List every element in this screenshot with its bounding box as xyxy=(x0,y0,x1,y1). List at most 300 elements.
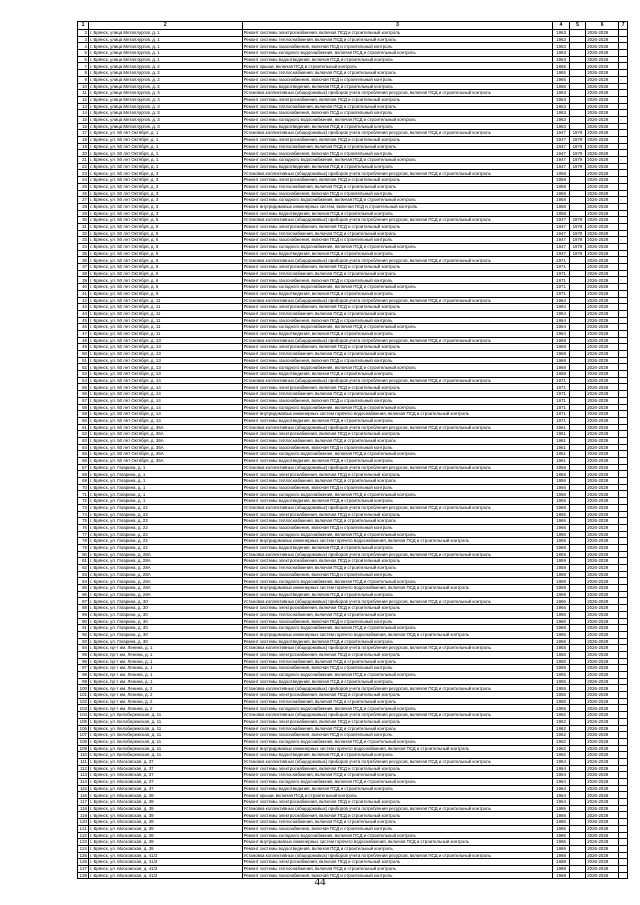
work-type-cell: Ремонт системы газоснабжения, включая ПСД и строительный контроль xyxy=(242,825,553,832)
work-type-cell: Ремонт системы водоотведения, включая ПСД и строительный контроль xyxy=(242,678,553,685)
work-type-cell: Ремонт внутридомовых инженерных систем, включая ПСД и строительный контроль xyxy=(242,203,553,210)
year-built-cell: 1959 xyxy=(553,591,569,598)
note-cell xyxy=(619,752,628,759)
year-built-cell: 1971 xyxy=(553,397,569,404)
year-built-cell: 1968 xyxy=(553,344,569,351)
address-cell: г. Брянск, улица Металлургов, д. 1 xyxy=(88,30,242,37)
row-number: 44 xyxy=(78,310,89,317)
year-built-cell: 1962 xyxy=(553,712,569,719)
period-cell: 2026-2028 xyxy=(586,839,619,846)
address-cell: г. Брянск, ул. 50 лет Октября, д. 14 xyxy=(88,377,242,384)
year-rebuilt-cell xyxy=(569,471,585,478)
address-cell: г. Брянск, ул. Гагарина, д. 30 xyxy=(88,605,242,612)
table-row xyxy=(78,210,628,217)
row-number: 81 xyxy=(78,558,89,565)
address-cell: г. Брянск, улица Металлургов, д. 3 xyxy=(88,123,242,130)
note-cell xyxy=(619,451,628,458)
note-cell xyxy=(619,203,628,210)
note-cell xyxy=(619,431,628,438)
table-row xyxy=(78,511,628,518)
period-cell: 2026-2028 xyxy=(586,531,619,538)
period-cell: 2026-2028 xyxy=(586,210,619,217)
work-type-cell: Ремонт системы газоснабжения, включая ПСД и строительный контроль xyxy=(242,110,553,117)
table-row xyxy=(78,772,628,779)
period-cell: 2026-2028 xyxy=(586,137,619,144)
year-built-cell: 1963 xyxy=(553,103,569,110)
work-type-cell: Ремонт системы водоотведения, включая ПСД и строительный контроль xyxy=(242,752,553,759)
row-number: 121 xyxy=(78,825,89,832)
year-built-cell: 1955 xyxy=(553,698,569,705)
note-cell xyxy=(619,190,628,197)
work-type-cell: Ремонт крыши, включая ПСД и строительный контроль xyxy=(242,63,553,70)
table-row xyxy=(78,237,628,244)
year-rebuilt-cell xyxy=(569,692,585,699)
note-cell xyxy=(619,524,628,531)
note-cell xyxy=(619,631,628,638)
table-row xyxy=(78,665,628,672)
note-cell xyxy=(619,437,628,444)
row-number: 100 xyxy=(78,685,89,692)
note-cell xyxy=(619,36,628,43)
year-built-cell: 1958 xyxy=(553,203,569,210)
period-cell: 2026-2028 xyxy=(586,785,619,792)
row-number: 120 xyxy=(78,819,89,826)
year-rebuilt-cell xyxy=(569,745,585,752)
year-rebuilt-cell xyxy=(569,377,585,384)
year-rebuilt-cell xyxy=(569,792,585,799)
note-cell xyxy=(619,63,628,70)
row-number: 26 xyxy=(78,190,89,197)
table-row xyxy=(78,591,628,598)
address-cell: г. Брянск, ул. 50 лет Октября, д. 14 xyxy=(88,397,242,404)
year-built-cell: 1966 xyxy=(553,511,569,518)
year-rebuilt-cell xyxy=(569,665,585,672)
note-cell xyxy=(619,732,628,739)
year-rebuilt-cell xyxy=(569,558,585,565)
year-built-cell: 1962 xyxy=(553,752,569,759)
note-cell xyxy=(619,625,628,632)
year-rebuilt-cell xyxy=(569,110,585,117)
period-cell: 2026-2028 xyxy=(586,76,619,83)
row-number: 35 xyxy=(78,250,89,257)
row-number: 22 xyxy=(78,163,89,170)
table-row xyxy=(78,585,628,592)
year-built-cell: 1986 xyxy=(553,825,569,832)
period-cell: 2026-2028 xyxy=(586,819,619,826)
note-cell xyxy=(619,157,628,164)
year-built-cell: 1971 xyxy=(553,264,569,271)
table-row xyxy=(78,371,628,378)
work-type-cell: Ремонт системы газоснабжения, включая ПСД и строительный контроль xyxy=(242,571,553,578)
address-cell: г. Брянск, ул. Гагарина, д. 1 xyxy=(88,464,242,471)
note-cell xyxy=(619,571,628,578)
table-row xyxy=(78,565,628,572)
year-rebuilt-cell xyxy=(569,631,585,638)
period-cell: 2026-2028 xyxy=(586,371,619,378)
work-type-cell: Ремонт системы холодного водоснабжения, включая ПСД и строительный контроль xyxy=(242,451,553,458)
address-cell: г. Брянск, ул. 50 лет Октября, д. 5 xyxy=(88,237,242,244)
year-rebuilt-cell: 1978 xyxy=(569,244,585,251)
row-number: 40 xyxy=(78,284,89,291)
address-cell: г. Брянск, ул. 50 лет Октября, д. 3 xyxy=(88,210,242,217)
work-type-cell: Ремонт системы теплоснабжения, включая ПСД и строительный контроль xyxy=(242,565,553,572)
work-type-cell: Ремонт внутридомовых инженерных систем горячего водоснабжения, включая ПСД и строительный контроль xyxy=(242,839,553,846)
address-cell: г. Брянск, ул. Московская, д. 41/2 xyxy=(88,872,242,879)
address-cell: г. Брянск, ул. Белобережская, д. 11 xyxy=(88,725,242,732)
year-rebuilt-cell xyxy=(569,437,585,444)
year-built-cell: 1961 xyxy=(553,451,569,458)
year-rebuilt-cell xyxy=(569,845,585,852)
period-cell: 2026-2028 xyxy=(586,698,619,705)
year-rebuilt-cell: 1979 xyxy=(569,130,585,137)
work-type-cell: Установка коллективных (общедомовых) приборов учета потребления ресурсов, включая ПСД и строительный контроль xyxy=(242,337,553,344)
period-cell: 2026-2028 xyxy=(586,116,619,123)
period-cell: 2026-2028 xyxy=(586,772,619,779)
note-cell xyxy=(619,585,628,592)
row-number: 68 xyxy=(78,471,89,478)
year-built-cell: 1947 xyxy=(553,244,569,251)
address-cell: г. Брянск, ул. 50 лет Октября, д. 5 xyxy=(88,250,242,257)
note-cell xyxy=(619,464,628,471)
row-number: 14 xyxy=(78,110,89,117)
table-row xyxy=(78,351,628,358)
note-cell xyxy=(619,698,628,705)
address-cell: г. Брянск, ул. Московская, д. 39 xyxy=(88,799,242,806)
table-row xyxy=(78,578,628,585)
table-row xyxy=(78,150,628,157)
year-rebuilt-cell xyxy=(569,123,585,130)
row-number: 64 xyxy=(78,444,89,451)
note-cell xyxy=(619,765,628,772)
period-cell: 2026-2028 xyxy=(586,304,619,311)
table-row xyxy=(78,116,628,123)
year-built-cell: 1962 xyxy=(553,732,569,739)
table-row xyxy=(78,544,628,551)
year-built-cell: 1963 xyxy=(553,123,569,130)
note-cell xyxy=(619,665,628,672)
year-built-cell: 1947 xyxy=(553,163,569,170)
table-row xyxy=(78,411,628,418)
row-number: 114 xyxy=(78,779,89,786)
period-cell: 2026-2028 xyxy=(586,638,619,645)
note-cell xyxy=(619,143,628,150)
table-row xyxy=(78,758,628,765)
year-built-cell: 1966 xyxy=(553,631,569,638)
work-type-cell: Ремонт системы водоотведения, включая ПСД и строительный контроль xyxy=(242,123,553,130)
table-row xyxy=(78,90,628,97)
address-cell: г. Брянск, ул. Гагарина, д. 30 xyxy=(88,625,242,632)
address-cell: г. Брянск, ул. 50 лет Октября, д. 11 xyxy=(88,304,242,311)
address-cell: г. Брянск, ул. Гагарина, д. 1 xyxy=(88,484,242,491)
note-cell xyxy=(619,244,628,251)
year-rebuilt-cell xyxy=(569,511,585,518)
row-number: 80 xyxy=(78,551,89,558)
year-built-cell: 1968 xyxy=(553,351,569,358)
year-built-cell: 1947 xyxy=(553,250,569,257)
year-rebuilt-cell xyxy=(569,344,585,351)
table-row xyxy=(78,819,628,826)
note-cell xyxy=(619,544,628,551)
note-cell xyxy=(619,712,628,719)
year-rebuilt-cell xyxy=(569,364,585,371)
note-cell xyxy=(619,223,628,230)
table-row xyxy=(78,518,628,525)
note-cell xyxy=(619,364,628,371)
row-number: 18 xyxy=(78,137,89,144)
year-built-cell: 1964 xyxy=(553,799,569,806)
row-number: 115 xyxy=(78,785,89,792)
work-type-cell: Ремонт системы теплоснабжения, включая ПСД и строительный контроль xyxy=(242,772,553,779)
period-cell: 2026-2028 xyxy=(586,812,619,819)
address-cell: г. Брянск, ул. Гагарина, д. 30 xyxy=(88,618,242,625)
year-built-cell: 1963 xyxy=(553,36,569,43)
year-built-cell: 1958 xyxy=(553,170,569,177)
period-cell: 2026-2028 xyxy=(586,150,619,157)
address-cell: г. Брянск, ул. 50 лет Октября, д. 36А xyxy=(88,431,242,438)
work-type-cell: Ремонт системы электроснабжения, включая ПСД и строительный контроль xyxy=(242,605,553,612)
address-cell: г. Брянск, ул. 50 лет Октября, д. 1 xyxy=(88,163,242,170)
work-type-cell: Ремонт системы водоотведения, включая ПСД и строительный контроль xyxy=(242,56,553,63)
work-type-cell: Ремонт системы электроснабжения, включая ПСД и строительный контроль xyxy=(242,344,553,351)
work-type-cell: Ремонт системы теплоснабжения, включая ПСД и строительный контроль xyxy=(242,36,553,43)
address-cell: г. Брянск, ул. Гагарина, д. 22 xyxy=(88,518,242,525)
row-number: 51 xyxy=(78,357,89,364)
note-cell xyxy=(619,357,628,364)
year-rebuilt-cell xyxy=(569,491,585,498)
period-cell: 2026-2028 xyxy=(586,832,619,839)
year-built-cell: 1955 xyxy=(553,685,569,692)
period-cell: 2026-2028 xyxy=(586,244,619,251)
row-number: 105 xyxy=(78,718,89,725)
table-row xyxy=(78,123,628,130)
table-row xyxy=(78,50,628,57)
table-row xyxy=(78,832,628,839)
table-row xyxy=(78,865,628,872)
row-number: 103 xyxy=(78,705,89,712)
note-cell xyxy=(619,491,628,498)
row-number: 118 xyxy=(78,805,89,812)
note-cell xyxy=(619,618,628,625)
work-type-cell: Ремонт системы холодного водоснабжения, включая ПСД и строительный контроль xyxy=(242,491,553,498)
year-rebuilt-cell xyxy=(569,538,585,545)
period-cell: 2026-2028 xyxy=(586,712,619,719)
table-row xyxy=(78,431,628,438)
row-number: 49 xyxy=(78,344,89,351)
note-cell xyxy=(619,391,628,398)
year-built-cell: 1955 xyxy=(553,692,569,699)
row-number: 117 xyxy=(78,799,89,806)
work-type-cell: Ремонт системы газоснабжения, включая ПСД и строительный контроль xyxy=(242,43,553,50)
year-rebuilt-cell xyxy=(569,524,585,531)
year-built-cell: 1958 xyxy=(553,190,569,197)
row-number: 78 xyxy=(78,538,89,545)
year-rebuilt-cell xyxy=(569,417,585,424)
table-row xyxy=(78,163,628,170)
year-rebuilt-cell xyxy=(569,56,585,63)
address-cell: г. Брянск, ул. 50 лет Октября, д. 6 xyxy=(88,284,242,291)
row-number: 99 xyxy=(78,678,89,685)
period-cell: 2026-2028 xyxy=(586,411,619,418)
note-cell xyxy=(619,859,628,866)
address-cell: г. Брянск, ул. 50 лет Октября, д. 36А xyxy=(88,437,242,444)
table-row xyxy=(78,685,628,692)
year-built-cell: 1964 xyxy=(553,758,569,765)
table-row xyxy=(78,698,628,705)
row-number: 109 xyxy=(78,745,89,752)
address-cell: г. Брянск, ул. Гагарина, д. 28А xyxy=(88,565,242,572)
year-rebuilt-cell xyxy=(569,317,585,324)
note-cell xyxy=(619,565,628,572)
year-built-cell: 1986 xyxy=(553,845,569,852)
work-type-cell: Ремонт системы водоотведения, включая ПСД и строительный контроль xyxy=(242,210,553,217)
address-cell: г. Брянск, ул. Гагарина, д. 28А xyxy=(88,585,242,592)
work-type-cell: Ремонт системы электроснабжения, включая ПСД и строительный контроль xyxy=(242,264,553,271)
note-cell xyxy=(619,30,628,37)
work-type-cell: Ремонт системы холодного водоснабжения, включая ПСД и строительный контроль xyxy=(242,672,553,679)
table-row xyxy=(78,551,628,558)
work-type-cell: Ремонт системы теплоснабжения, включая ПСД и строительный контроль xyxy=(242,437,553,444)
work-type-cell: Установка коллективных (общедомовых) приборов учета потребления ресурсов, включая ПСД и строительный контроль xyxy=(242,257,553,264)
address-cell: г. Брянск, улица Металлургов, д. 1 xyxy=(88,43,242,50)
year-rebuilt-cell xyxy=(569,718,585,725)
address-cell: г. Брянск, ул. 50 лет Октября, д. 14 xyxy=(88,384,242,391)
year-rebuilt-cell xyxy=(569,672,585,679)
year-rebuilt-cell xyxy=(569,458,585,465)
note-cell xyxy=(619,83,628,90)
note-cell xyxy=(619,591,628,598)
table-row xyxy=(78,157,628,164)
work-type-cell: Установка коллективных (общедомовых) приборов учета потребления ресурсов, включая ПСД и строительный контроль xyxy=(242,805,553,812)
period-cell: 2026-2028 xyxy=(586,665,619,672)
year-built-cell: 1966 xyxy=(553,618,569,625)
note-cell xyxy=(619,344,628,351)
address-cell: г. Брянск, пр-т им. Ленина, д. 1 xyxy=(88,658,242,665)
address-cell: г. Брянск, ул. Московская, д. 37 xyxy=(88,785,242,792)
row-number: 46 xyxy=(78,324,89,331)
year-rebuilt-cell xyxy=(569,411,585,418)
year-built-cell: 1968 xyxy=(553,371,569,378)
note-cell xyxy=(619,538,628,545)
header-col-3: 3 xyxy=(242,22,553,30)
work-type-cell: Ремонт системы электроснабжения, включая ПСД и строительный контроль xyxy=(242,223,553,230)
address-cell: г. Брянск, ул. Гагарина, д. 30 xyxy=(88,638,242,645)
table-row xyxy=(78,618,628,625)
table-row xyxy=(78,96,628,103)
period-cell: 2026-2028 xyxy=(586,437,619,444)
work-type-cell: Ремонт крыши, включая ПСД и строительный контроль xyxy=(242,792,553,799)
note-cell xyxy=(619,70,628,77)
note-cell xyxy=(619,217,628,224)
work-type-cell: Установка коллективных (общедомовых) приборов учета потребления ресурсов, включая ПСД и строительный контроль xyxy=(242,685,553,692)
work-type-cell: Ремонт системы водоотведения, включая ПСД и строительный контроль xyxy=(242,638,553,645)
period-cell: 2026-2028 xyxy=(586,50,619,57)
row-number: 34 xyxy=(78,244,89,251)
year-built-cell: 1961 xyxy=(553,437,569,444)
period-cell: 2026-2028 xyxy=(586,544,619,551)
year-rebuilt-cell xyxy=(569,805,585,812)
period-cell: 2026-2028 xyxy=(586,203,619,210)
table-row xyxy=(78,437,628,444)
table-row xyxy=(78,859,628,866)
note-cell xyxy=(619,277,628,284)
year-rebuilt-cell xyxy=(569,464,585,471)
row-number: 21 xyxy=(78,157,89,164)
period-cell: 2026-2028 xyxy=(586,90,619,97)
year-rebuilt-cell xyxy=(569,758,585,765)
note-cell xyxy=(619,56,628,63)
year-rebuilt-cell xyxy=(569,424,585,431)
address-cell: г. Брянск, пр-т им. Ленина, д. 1 xyxy=(88,665,242,672)
table-row xyxy=(78,70,628,77)
work-type-cell: Ремонт системы холодного водоснабжения, включая ПСД и строительный контроль xyxy=(242,779,553,786)
row-number: 5 xyxy=(78,50,89,57)
work-type-cell: Ремонт системы теплоснабжения, включая ПСД и строительный контроль xyxy=(242,819,553,826)
table-row xyxy=(78,170,628,177)
row-number: 29 xyxy=(78,210,89,217)
year-built-cell: 1971 xyxy=(553,290,569,297)
address-cell: г. Брянск, улица Металлургов, д. 3 xyxy=(88,110,242,117)
year-rebuilt-cell xyxy=(569,76,585,83)
period-cell: 2026-2028 xyxy=(586,605,619,612)
year-built-cell: 1955 xyxy=(553,665,569,672)
work-type-cell: Ремонт внутридомовых инженерных систем горячего водоснабжения, включая ПСД и строительный контроль xyxy=(242,538,553,545)
row-number: 108 xyxy=(78,738,89,745)
year-built-cell: 1947 xyxy=(553,150,569,157)
period-cell: 2026-2028 xyxy=(586,157,619,164)
year-rebuilt-cell xyxy=(569,645,585,652)
work-type-cell: Ремонт системы холодного водоснабжения, включая ПСД и строительный контроль xyxy=(242,157,553,164)
year-rebuilt-cell xyxy=(569,585,585,592)
work-type-cell: Ремонт системы электроснабжения, включая ПСД и строительный контроль xyxy=(242,30,553,37)
period-cell: 2026-2028 xyxy=(586,384,619,391)
year-built-cell: 1959 xyxy=(553,571,569,578)
year-rebuilt-cell xyxy=(569,852,585,859)
row-number: 69 xyxy=(78,478,89,485)
period-cell: 2026-2028 xyxy=(586,484,619,491)
period-cell: 2026-2028 xyxy=(586,297,619,304)
row-number: 56 xyxy=(78,391,89,398)
work-type-cell: Ремонт системы газоснабжения, включая ПСД и строительный контроль xyxy=(242,277,553,284)
address-cell: г. Брянск, ул. 50 лет Октября, д. 13 xyxy=(88,357,242,364)
note-cell xyxy=(619,270,628,277)
address-cell: г. Брянск, ул. Гагарина, д. 22 xyxy=(88,511,242,518)
period-cell: 2026-2028 xyxy=(586,692,619,699)
address-cell: г. Брянск, ул. 50 лет Октября, д. 3 xyxy=(88,203,242,210)
note-cell xyxy=(619,692,628,699)
address-cell: г. Брянск, ул. 50 лет Октября, д. 3 xyxy=(88,190,242,197)
work-type-cell: Ремонт системы водоотведения, включая ПСД и строительный контроль xyxy=(242,417,553,424)
row-number: 54 xyxy=(78,377,89,384)
year-built-cell: 1988 xyxy=(553,872,569,879)
year-built-cell: 1961 xyxy=(553,458,569,465)
row-number: 25 xyxy=(78,183,89,190)
period-cell: 2026-2028 xyxy=(586,324,619,331)
period-cell: 2026-2028 xyxy=(586,163,619,170)
note-cell xyxy=(619,230,628,237)
address-cell: г. Брянск, ул. 50 лет Октября, д. 1 xyxy=(88,157,242,164)
note-cell xyxy=(619,819,628,826)
year-built-cell: 1971 xyxy=(553,270,569,277)
address-cell: г. Брянск, ул. 50 лет Октября, д. 13 xyxy=(88,371,242,378)
year-built-cell: 1971 xyxy=(553,284,569,291)
row-number: 2 xyxy=(78,30,89,37)
period-cell: 2026-2028 xyxy=(586,56,619,63)
year-built-cell: 1956 xyxy=(553,471,569,478)
work-type-cell: Ремонт системы электроснабжения, включая ПСД и строительный контроль xyxy=(242,384,553,391)
note-cell xyxy=(619,839,628,846)
table-row xyxy=(78,745,628,752)
year-built-cell: 1968 xyxy=(553,357,569,364)
